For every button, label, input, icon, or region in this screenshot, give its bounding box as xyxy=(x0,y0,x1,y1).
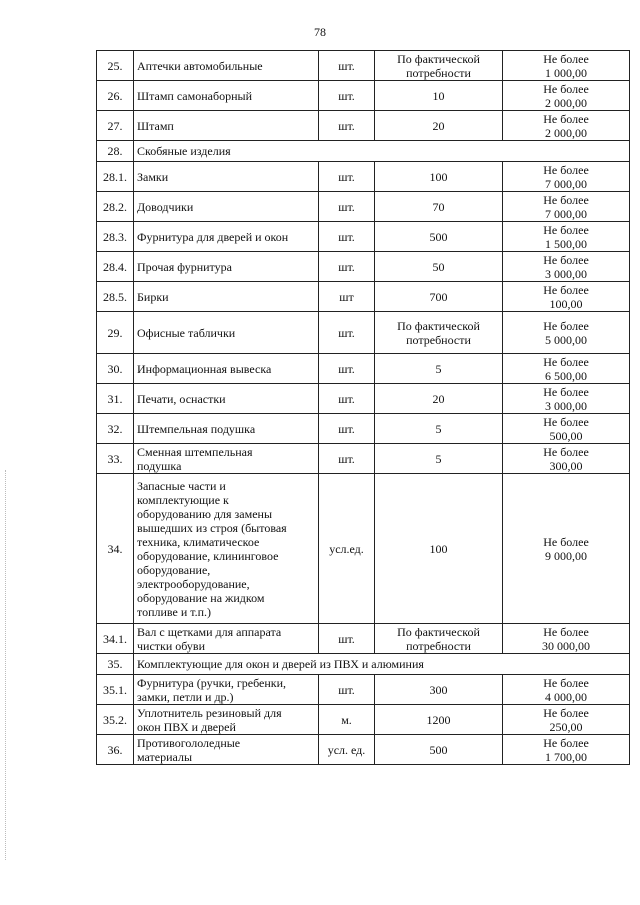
item-unit: шт. xyxy=(319,414,375,444)
item-price: Не более 6 500,00 xyxy=(503,354,630,384)
table-row xyxy=(97,222,630,252)
row-number: 28.4. xyxy=(97,252,134,282)
item-price: Не более 3 000,00 xyxy=(503,252,630,282)
row-number: 31. xyxy=(97,384,134,414)
row-number: 25. xyxy=(97,51,134,81)
row-number: 28. xyxy=(97,141,134,162)
table-row xyxy=(97,414,630,444)
item-quantity: 5 xyxy=(375,414,503,444)
item-price: Не более 100,00 xyxy=(503,282,630,312)
item-unit: шт. xyxy=(319,162,375,192)
margin-dotted-line xyxy=(5,470,8,860)
row-number: 28.2. xyxy=(97,192,134,222)
item-price: Не более 2 000,00 xyxy=(503,111,630,141)
item-quantity: 700 xyxy=(375,282,503,312)
item-quantity: 20 xyxy=(375,384,503,414)
row-number: 34. xyxy=(97,474,134,624)
row-number: 28.3. xyxy=(97,222,134,252)
item-quantity: 100 xyxy=(375,474,503,624)
item-quantity: 500 xyxy=(375,735,503,765)
item-unit: шт xyxy=(319,282,375,312)
table-row xyxy=(97,474,630,624)
item-name: Штамп xyxy=(134,111,319,141)
item-unit: усл. ед. xyxy=(319,735,375,765)
item-name: Бирки xyxy=(134,282,319,312)
item-quantity: 1200 xyxy=(375,705,503,735)
item-price: Не более 250,00 xyxy=(503,705,630,735)
item-price: Не более 1 700,00 xyxy=(503,735,630,765)
item-price: Не более 7 000,00 xyxy=(503,192,630,222)
item-quantity: 300 xyxy=(375,675,503,705)
item-name: Офисные таблички xyxy=(134,312,319,354)
table-row xyxy=(97,81,630,111)
table-row xyxy=(97,282,630,312)
item-quantity: 5 xyxy=(375,354,503,384)
item-name: Информационная вывеска xyxy=(134,354,319,384)
table-row xyxy=(97,111,630,141)
item-price: Не более 2 000,00 xyxy=(503,81,630,111)
item-price: Не более 5 000,00 xyxy=(503,312,630,354)
row-number: 36. xyxy=(97,735,134,765)
row-number: 35.1. xyxy=(97,675,134,705)
item-quantity: 100 xyxy=(375,162,503,192)
row-number: 26. xyxy=(97,81,134,111)
table-row xyxy=(97,675,630,705)
item-price: Не более 1 500,00 xyxy=(503,222,630,252)
item-unit: шт. xyxy=(319,51,375,81)
item-name: Фурнитура (ручки, гребенки, замки, петли и др.) xyxy=(134,675,319,705)
item-name: Штамп самонаборный xyxy=(134,81,319,111)
row-number: 28.5. xyxy=(97,282,134,312)
items-table xyxy=(96,50,630,765)
table-row xyxy=(97,312,630,354)
table-row xyxy=(97,354,630,384)
item-quantity: 500 xyxy=(375,222,503,252)
item-name: Противогололедные материалы xyxy=(134,735,319,765)
item-unit: шт. xyxy=(319,675,375,705)
section-title: Комплектующие для окон и дверей из ПВХ и алюминия xyxy=(134,654,630,675)
table-row xyxy=(97,624,630,654)
item-price: Не более 9 000,00 xyxy=(503,474,630,624)
item-name: Печати, оснастки xyxy=(134,384,319,414)
item-name: Фурнитура для дверей и окон xyxy=(134,222,319,252)
item-price: Не более 1 000,00 xyxy=(503,51,630,81)
item-unit: шт. xyxy=(319,444,375,474)
table-row xyxy=(97,252,630,282)
row-number: 30. xyxy=(97,354,134,384)
item-unit: усл.ед. xyxy=(319,474,375,624)
row-number: 35. xyxy=(97,654,134,675)
row-number: 29. xyxy=(97,312,134,354)
row-number: 34.1. xyxy=(97,624,134,654)
item-unit: шт. xyxy=(319,192,375,222)
item-quantity: 50 xyxy=(375,252,503,282)
item-price: Не более 500,00 xyxy=(503,414,630,444)
table-row xyxy=(97,444,630,474)
items-table-body xyxy=(97,51,630,765)
item-price: Не более 3 000,00 xyxy=(503,384,630,414)
item-name: Штемпельная подушка xyxy=(134,414,319,444)
item-price: Не более 7 000,00 xyxy=(503,162,630,192)
item-name: Прочая фурнитура xyxy=(134,252,319,282)
item-name: Доводчики xyxy=(134,192,319,222)
table-row xyxy=(97,162,630,192)
item-name: Вал с щетками для аппарата чистки обуви xyxy=(134,624,319,654)
row-number: 28.1. xyxy=(97,162,134,192)
page-number: 78 xyxy=(314,25,326,39)
item-quantity: По фактической потребности xyxy=(375,51,503,81)
item-unit: шт. xyxy=(319,354,375,384)
item-quantity: 20 xyxy=(375,111,503,141)
item-unit: м. xyxy=(319,705,375,735)
table-row xyxy=(97,192,630,222)
item-unit: шт. xyxy=(319,81,375,111)
item-unit: шт. xyxy=(319,111,375,141)
item-quantity: По фактической потребности xyxy=(375,624,503,654)
table-row xyxy=(97,735,630,765)
item-quantity: По фактической потребности xyxy=(375,312,503,354)
item-quantity: 5 xyxy=(375,444,503,474)
section-row xyxy=(97,141,630,162)
item-unit: шт. xyxy=(319,252,375,282)
item-price: Не более 30 000,00 xyxy=(503,624,630,654)
section-row xyxy=(97,654,630,675)
table-row xyxy=(97,384,630,414)
item-name: Замки xyxy=(134,162,319,192)
row-number: 27. xyxy=(97,111,134,141)
item-unit: шт. xyxy=(319,312,375,354)
section-title: Скобяные изделия xyxy=(134,141,630,162)
row-number: 33. xyxy=(97,444,134,474)
item-name: Уплотнитель резиновый для окон ПВХ и дверей xyxy=(134,705,319,735)
row-number: 35.2. xyxy=(97,705,134,735)
row-number: 32. xyxy=(97,414,134,444)
item-price: Не более 4 000,00 xyxy=(503,675,630,705)
item-unit: шт. xyxy=(319,222,375,252)
item-quantity: 10 xyxy=(375,81,503,111)
item-name: Аптечки автомобильные xyxy=(134,51,319,81)
item-unit: шт. xyxy=(319,624,375,654)
table-row xyxy=(97,51,630,81)
item-name: Запасные части и комплектующие к оборудованию для замены вышедших из строя (бытовая техника, климатическое оборудование, клининговое оборудование, электрооборудование, оборудование на жидком топливе и т.п.) xyxy=(134,474,319,624)
item-price: Не более 300,00 xyxy=(503,444,630,474)
item-quantity: 70 xyxy=(375,192,503,222)
item-unit: шт. xyxy=(319,384,375,414)
item-name: Сменная штемпельная подушка xyxy=(134,444,319,474)
table-row xyxy=(97,705,630,735)
